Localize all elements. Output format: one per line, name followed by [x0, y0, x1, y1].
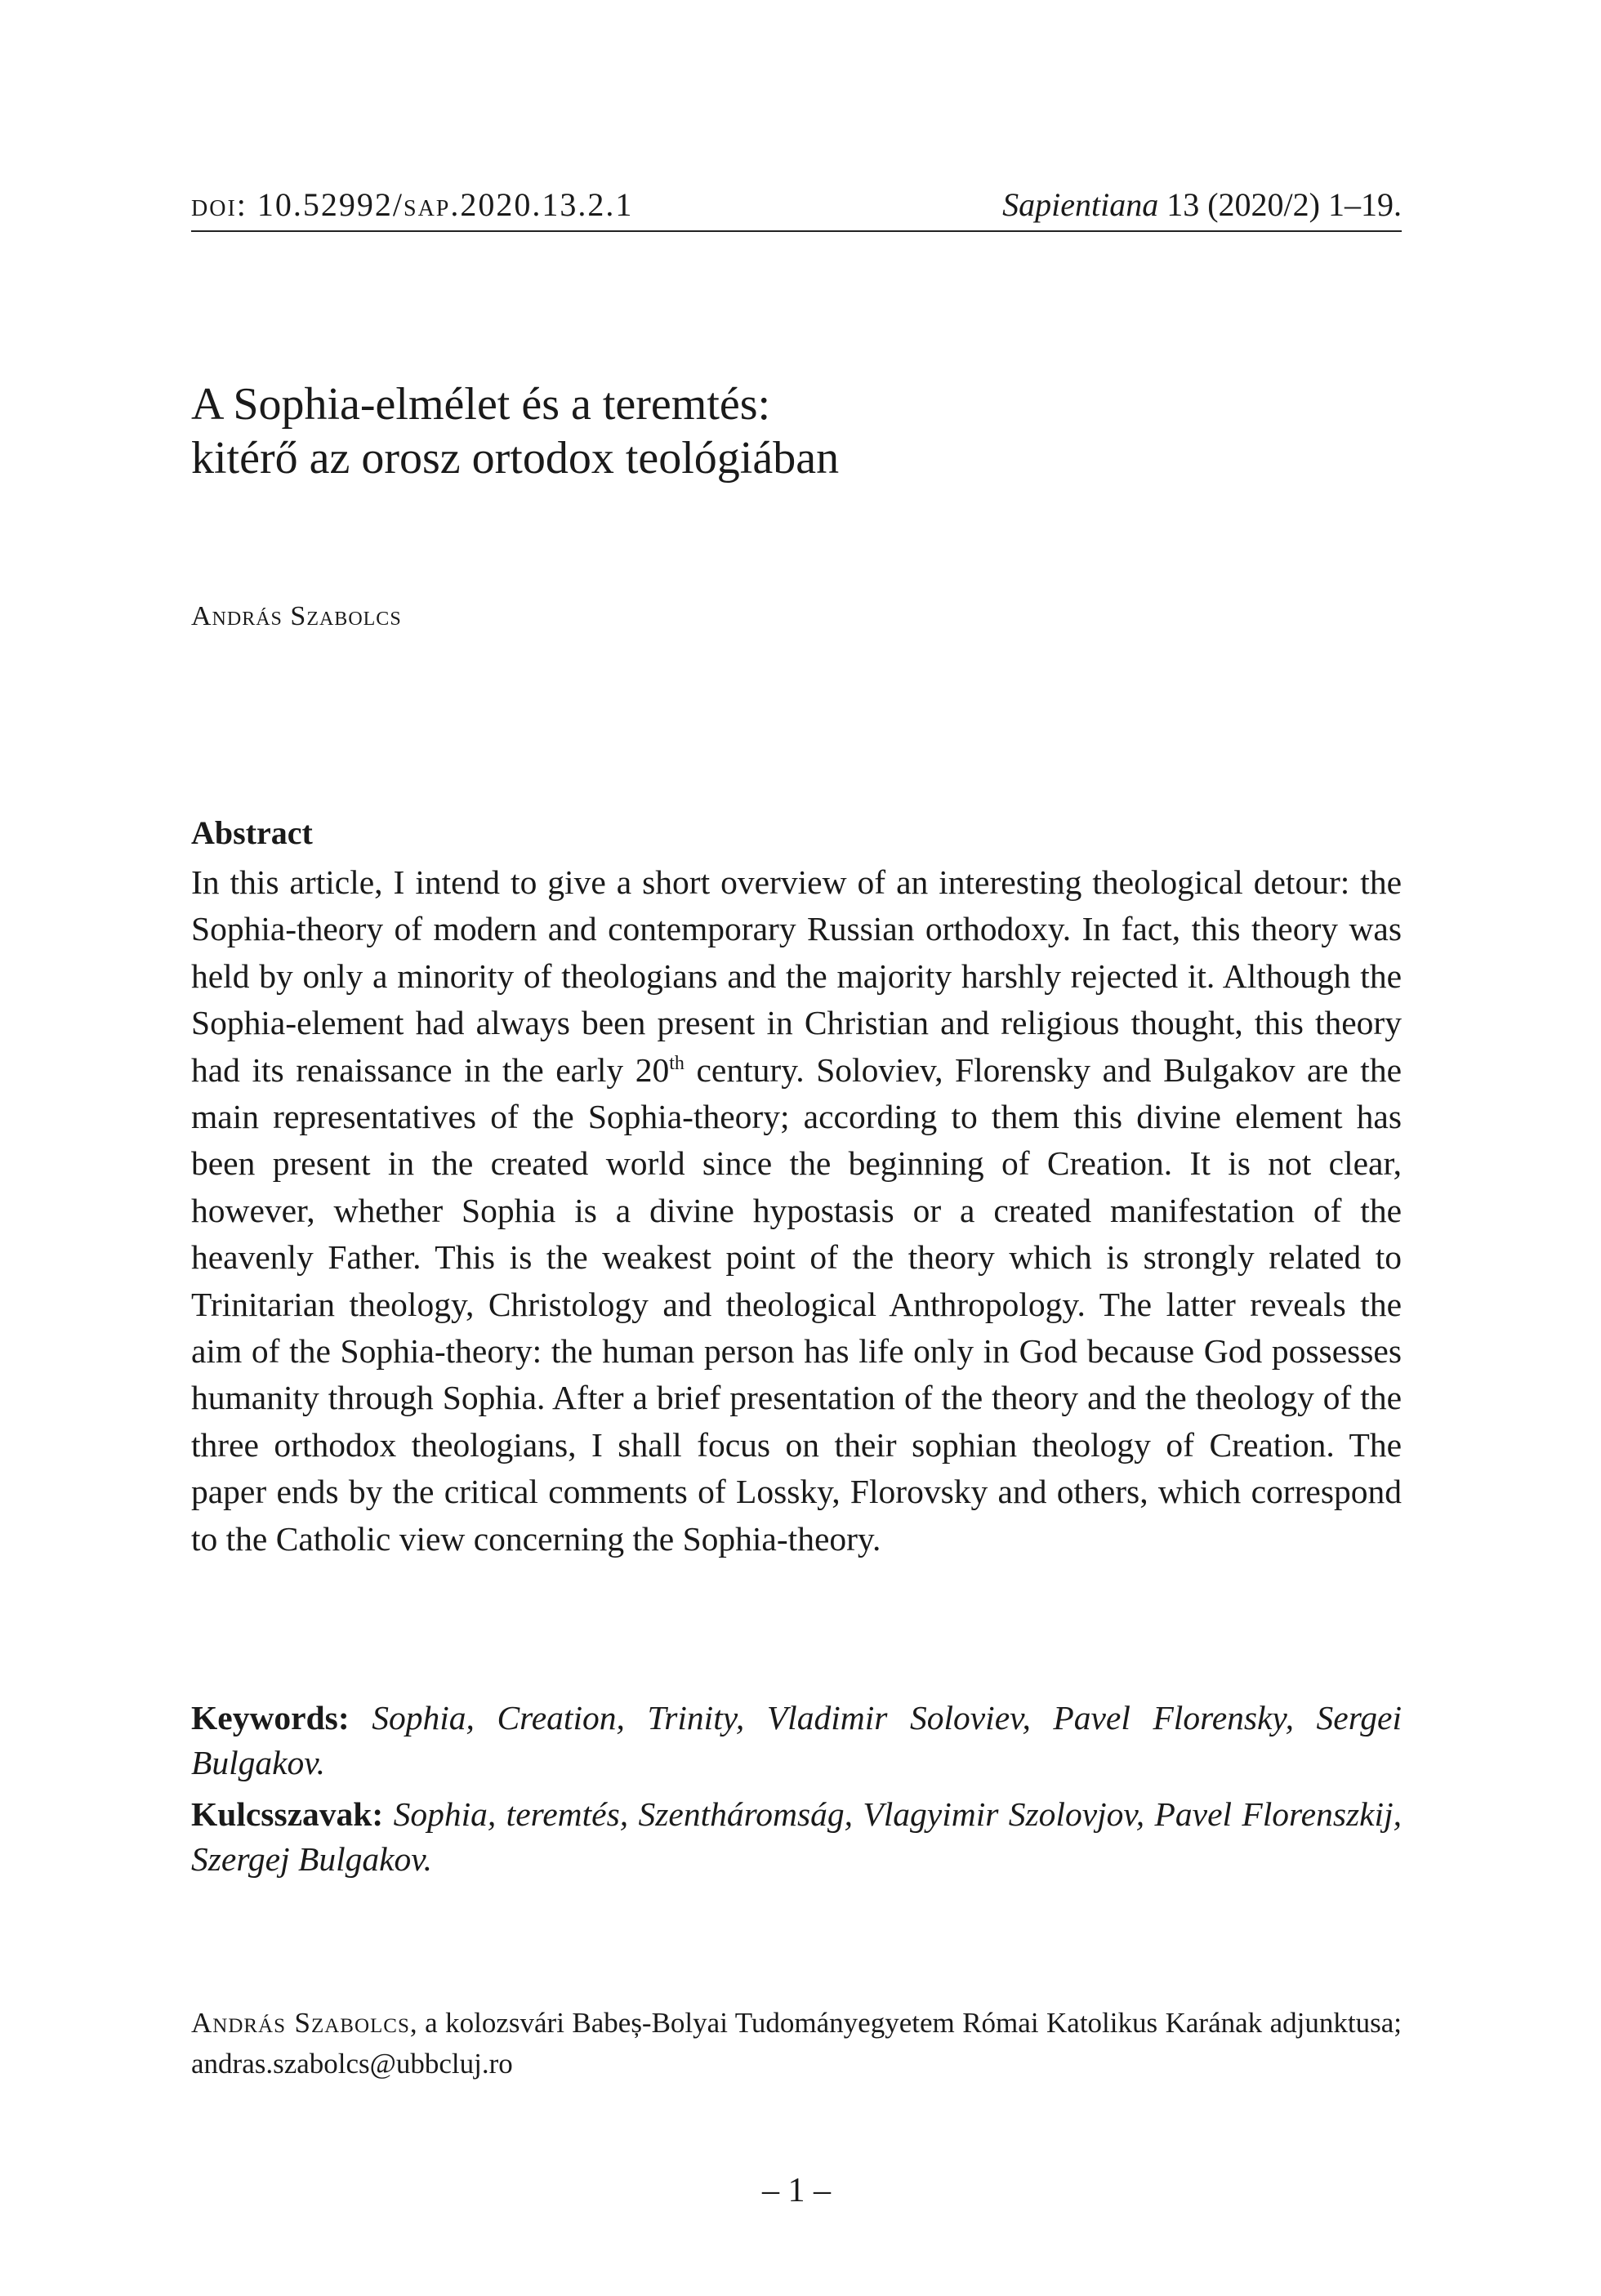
abstract-text [191, 859, 1402, 1563]
abstract-heading: Abstract [191, 814, 313, 851]
keywords-label: Keywords: [191, 1699, 350, 1736]
author-affiliation [191, 2003, 1402, 2084]
journal-issue: 13 (2020/2) 1–19. [1158, 186, 1402, 223]
title-line-1: A Sophia-elmélet és a teremtés: [191, 379, 771, 430]
ordinal-superscript: th [669, 1052, 685, 1074]
keywords-terms: Sophia, Creation, Trinity, Vladimir Soloviev, Pavel Florensky, Sergei Bulgakov. [191, 1699, 1403, 1781]
journal-name: Sapientiana [1002, 186, 1159, 223]
abstract-text-part-2: century. Soloviev, Florensky and Bulgakov are the main representatives of the Sophia-theory; according to them this divine element has been present in the created world since the beginning of Creation. It is not clear, however, whether Sophia is a divine hypostasis or a created manifestation of the heavenly Father. This is the weakest point of the theory which is strongly related to Trinitarian theology, Christology and theological Anthropology. The latter reveals the aim of the Sophia-theory: the human person has life only in God because God possesses humanity through Sophia. After a brief presentation of the theory and the theology of the three orthodox theologians, I shall focus on their sophian theology of Creation. The paper ends by the critical comments of Lossky, Florovsky and others, which correspond to the Catholic view concerning the Sophia-theory. [191, 1050, 1402, 1558]
doi-identifier[interactable]: doi: 10.52992/sap.2020.13.2.1 [191, 186, 634, 223]
affiliation-author-name: András Szabolcs [191, 2007, 410, 2039]
kulcsszavak-terms: Sophia, teremtés, Szentháromság, Vlagyimir Szolovjov, Pavel Florenszkij, Szergej Bulgakov. [191, 1795, 1402, 1878]
page-number: – 1 – [762, 2172, 831, 2209]
running-head [191, 181, 1402, 232]
keywords-block [191, 1696, 1402, 1786]
affiliation-text: , a kolozsvári Babeș-Bolyai Tudományegyetem Római Katolikus Karának adjunktusa; andras.szabolcs@ubbcluj.ro [191, 2007, 1402, 2080]
article-page [191, 0, 1402, 2296]
author-name: András Szabolcs [191, 601, 402, 631]
kulcsszavak-label: Kulcsszavak: [191, 1795, 384, 1833]
article-title [191, 377, 1402, 485]
title-line-2: kitérő az orosz ortodox teológiában [191, 433, 840, 484]
kulcsszavak-block [191, 1792, 1402, 1882]
abstract-text-part-1: In this article, I intend to give a short overview of an interesting theological detour: the Sophia-theory of modern and contemporary Russian orthodoxy. In fact, this theory was held by only a minority of theologians and the majority harshly rejected it. Although the Sophia-element had always been present in Christian and religious thought, this theory had its renaissance in the early 20 [191, 863, 1402, 1089]
journal-citation [1002, 185, 1402, 224]
